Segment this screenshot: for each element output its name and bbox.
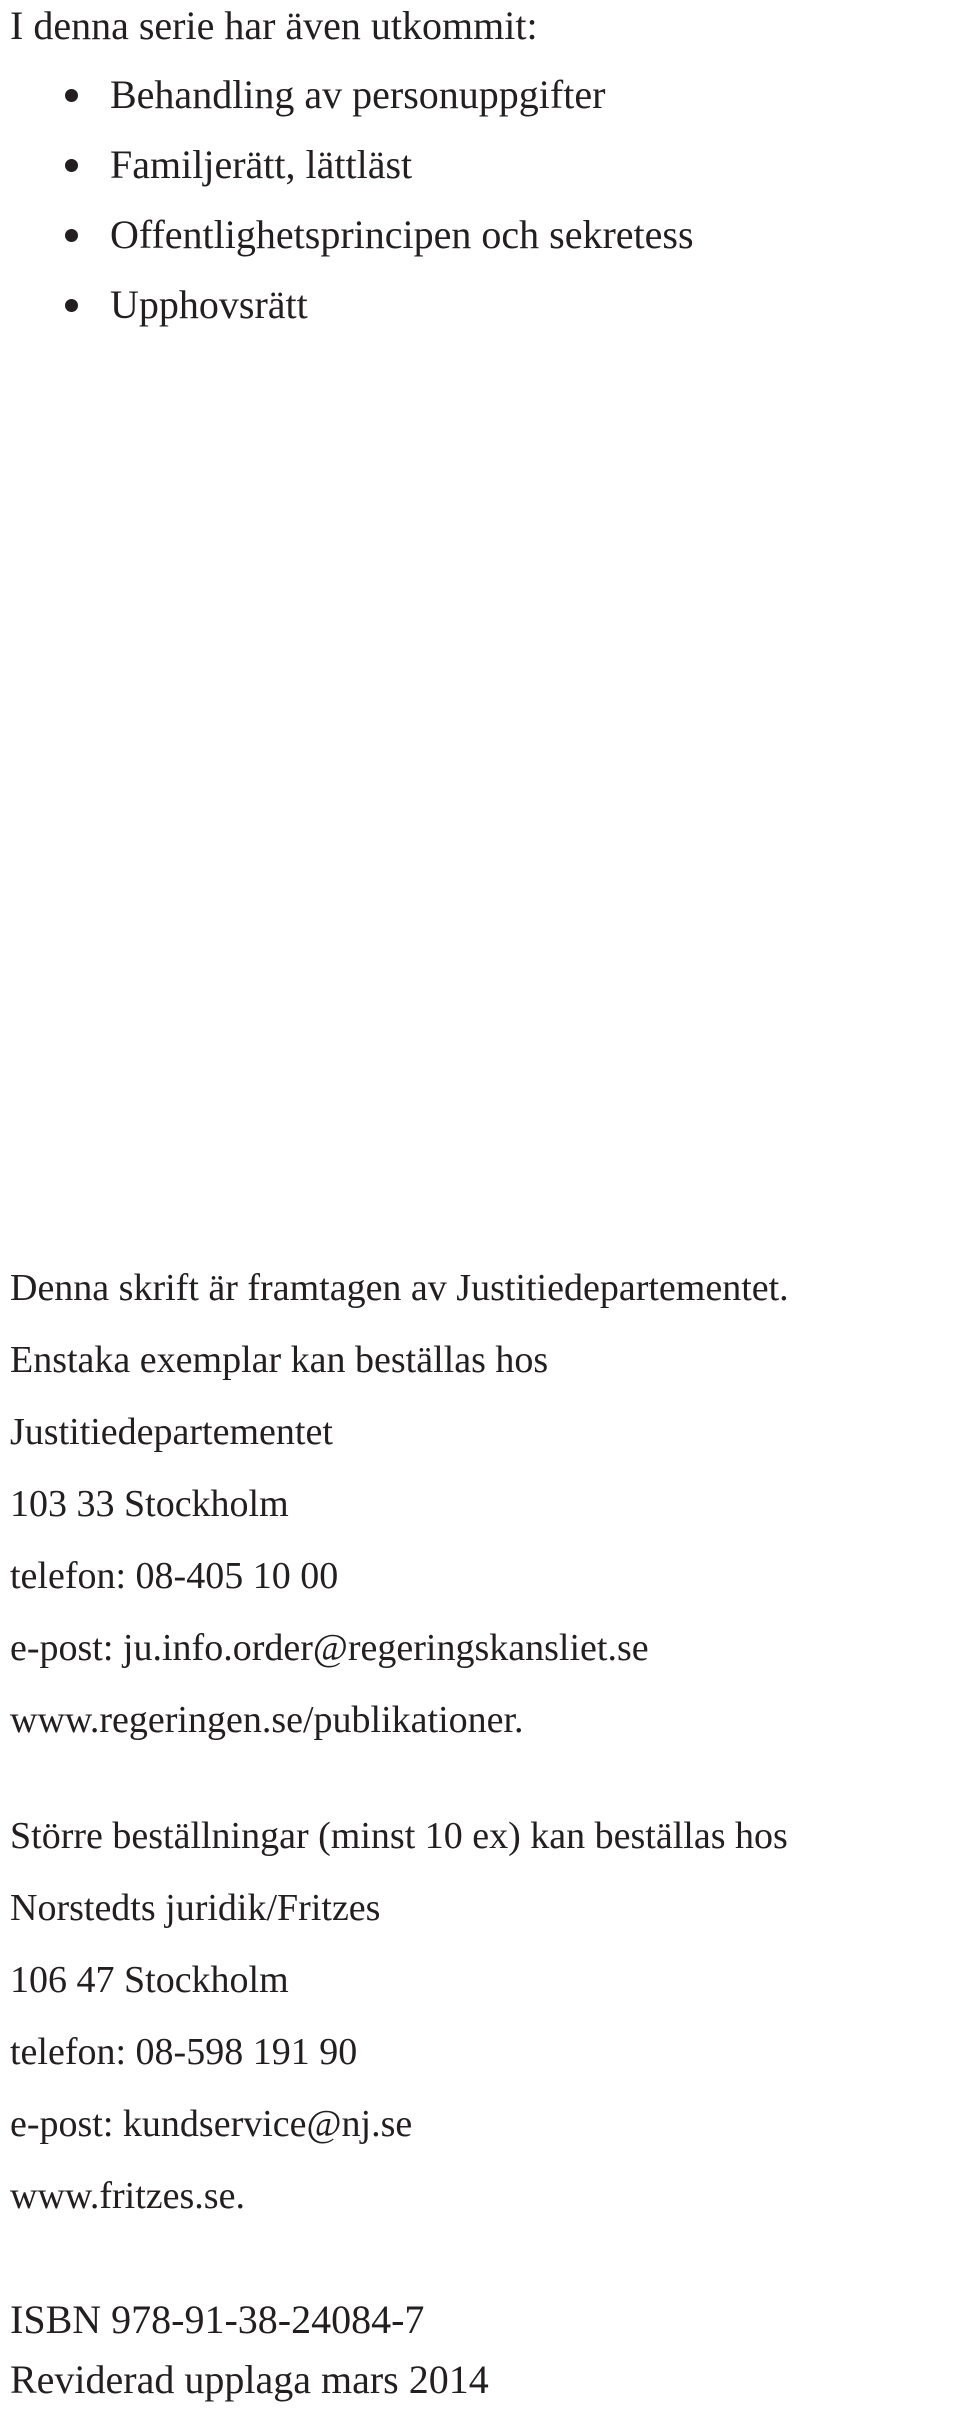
distributor-address: 106 47 Stockholm — [10, 1959, 289, 2001]
postal-address: 103 33 Stockholm — [10, 1483, 289, 1525]
bullet-icon — [65, 229, 78, 242]
website-link: www.regeringen.se/publikationer. — [10, 1699, 524, 1741]
series-item-label: Upphovsrätt — [110, 282, 308, 327]
email-address: e-post: ju.info.order@regeringskansliet.se — [10, 1627, 649, 1669]
series-list — [10, 60, 940, 340]
bullet-icon — [65, 299, 78, 312]
series-item-label: Familjerätt, lättläst — [110, 142, 413, 187]
series-item-label: Behandling av personuppgifter — [110, 72, 606, 117]
department-name: Justitiedepartementet — [10, 1411, 333, 1453]
publisher-statement: Denna skrift är framtagen av Justitiedepartementet. — [10, 1267, 789, 1309]
series-list-item — [10, 200, 940, 270]
large-orders-section — [10, 1800, 940, 2232]
bullet-icon — [65, 159, 78, 172]
isbn: ISBN 978-91-38-24084-7 — [10, 2297, 425, 2342]
series-list-item — [10, 270, 940, 340]
ordering-note: Enstaka exemplar kan beställas hos — [10, 1339, 549, 1381]
distributor-website: www.fritzes.se. — [10, 2175, 245, 2217]
publisher-info-section — [10, 1252, 940, 1756]
series-list-item — [10, 130, 940, 200]
edition-note: Reviderad upplaga mars 2014 — [10, 2357, 489, 2402]
distributor-email: e-post: kundservice@nj.se — [10, 2103, 413, 2145]
distributor-phone: telefon: 08-598 191 90 — [10, 2031, 358, 2073]
distributor-name: Norstedts juridik/Fritzes — [10, 1887, 381, 1929]
series-heading: I denna serie har även utkommit: — [10, 3, 538, 48]
large-orders-note: Större beställningar (minst 10 ex) kan beställas hos — [10, 1815, 788, 1857]
colophon-section — [10, 2290, 940, 2410]
phone-number: telefon: 08-405 10 00 — [10, 1555, 339, 1597]
series-section — [10, 0, 940, 340]
bullet-icon — [65, 89, 78, 102]
series-list-item — [10, 60, 940, 130]
series-item-label: Offentlighetsprincipen och sekretess — [110, 212, 694, 257]
